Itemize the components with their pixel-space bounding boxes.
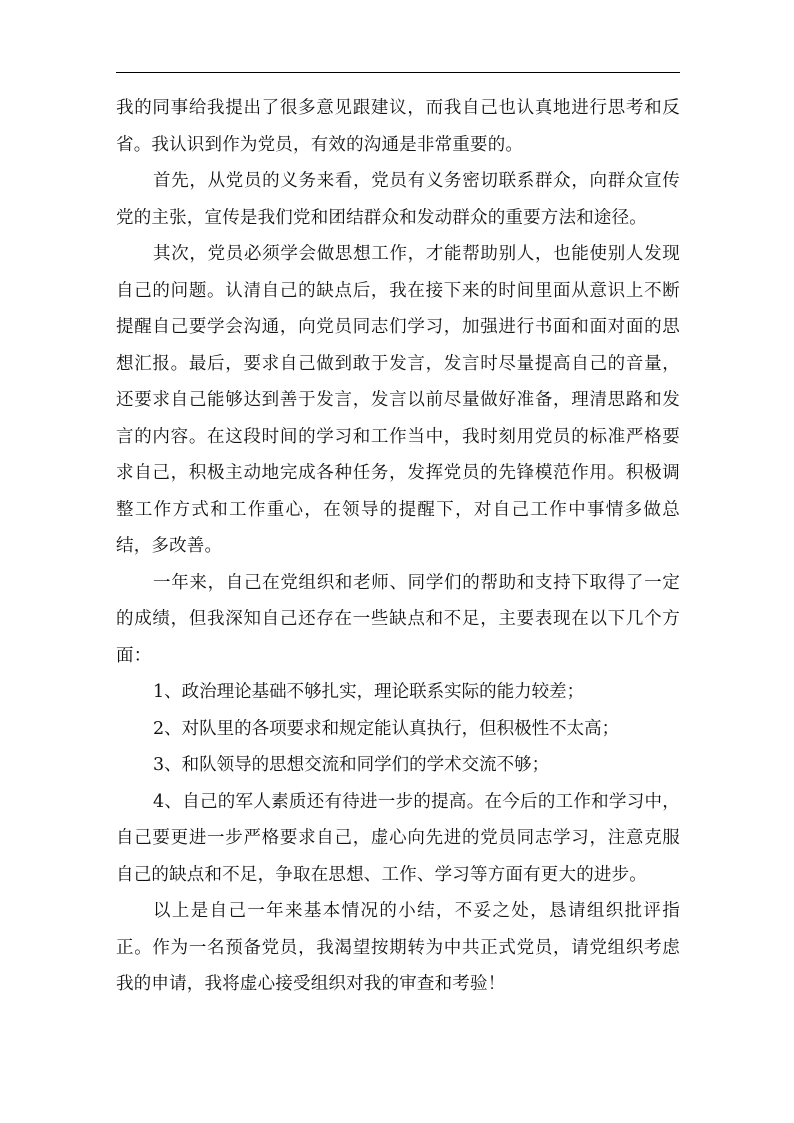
paragraph-shortcomings-intro: 一年来，自己在党组织和老师、同学们的帮助和支持下取得了一定的成绩，但我深知自己还存在一些缺点和不足，主要表现在以下几个方面： xyxy=(116,572,680,666)
paragraph-continuation: 我的同事给我提出了很多意见跟建议，而我自己也认真地进行思考和反省。我认识到作为党员，有效的沟通是非常重要的。 xyxy=(116,98,680,155)
paragraph-closing: 以上是自己一年来基本情况的小结，不妥之处，恳请组织批评指正。作为一名预备党员，我渴望按期转为中共正式党员，请党组织考虑我的申请，我将虚心接受组织对我的审查和考验！ xyxy=(116,901,680,994)
header-rule xyxy=(116,72,680,73)
list-item-4: 4、自己的军人素质还有待进一步的提高。在今后的工作和学习中，自己要更进一步严格要求自己，虚心向先进的党员同志学习，注意克服自己的缺点和不足，争取在思想、工作、学习等方面有更大的进步。 xyxy=(116,791,680,885)
list-item-1: 1、政治理论基础不够扎实，理论联系实际的能力较差； xyxy=(153,682,585,702)
paragraph-first-point: 首先，从党员的义务来看，党员有义务密切联系群众，向群众宣传党的主张，宣传是我们党和团结群众和发动群众的重要方法和途径。 xyxy=(116,171,680,228)
paragraph-second-point: 其次，党员必须学会做思想工作，才能帮助别人，也能使别人发现自己的问题。认清自己的缺点后，我在接下来的时间里面从意识上不断提醒自己要学会沟通，向党员同志们学习，加强进行书面和面对面的思想汇报。最后，要求自己做到敢于发言，发言时尽量提高自己的音量，还要求自己能够达到善于发言，发言以前尽量做好准备，理清思路和发言的内容。在这段时间的学习和工作当中，我时刻用党员的标准严格要求自己，积极主动地完成各种任务，发挥党员的先锋模范作用。积极调整工作方式和工作重心，在领导的提醒下，对自己工作中事情多做总结，多改善。 xyxy=(116,244,680,556)
document-body xyxy=(116,90,680,1003)
list-item-3: 3、和队领导的思想交流和同学们的学术交流不够； xyxy=(153,755,550,775)
list-item-2: 2、对队里的各项要求和规定能认真执行，但积极性不太高； xyxy=(153,718,620,739)
